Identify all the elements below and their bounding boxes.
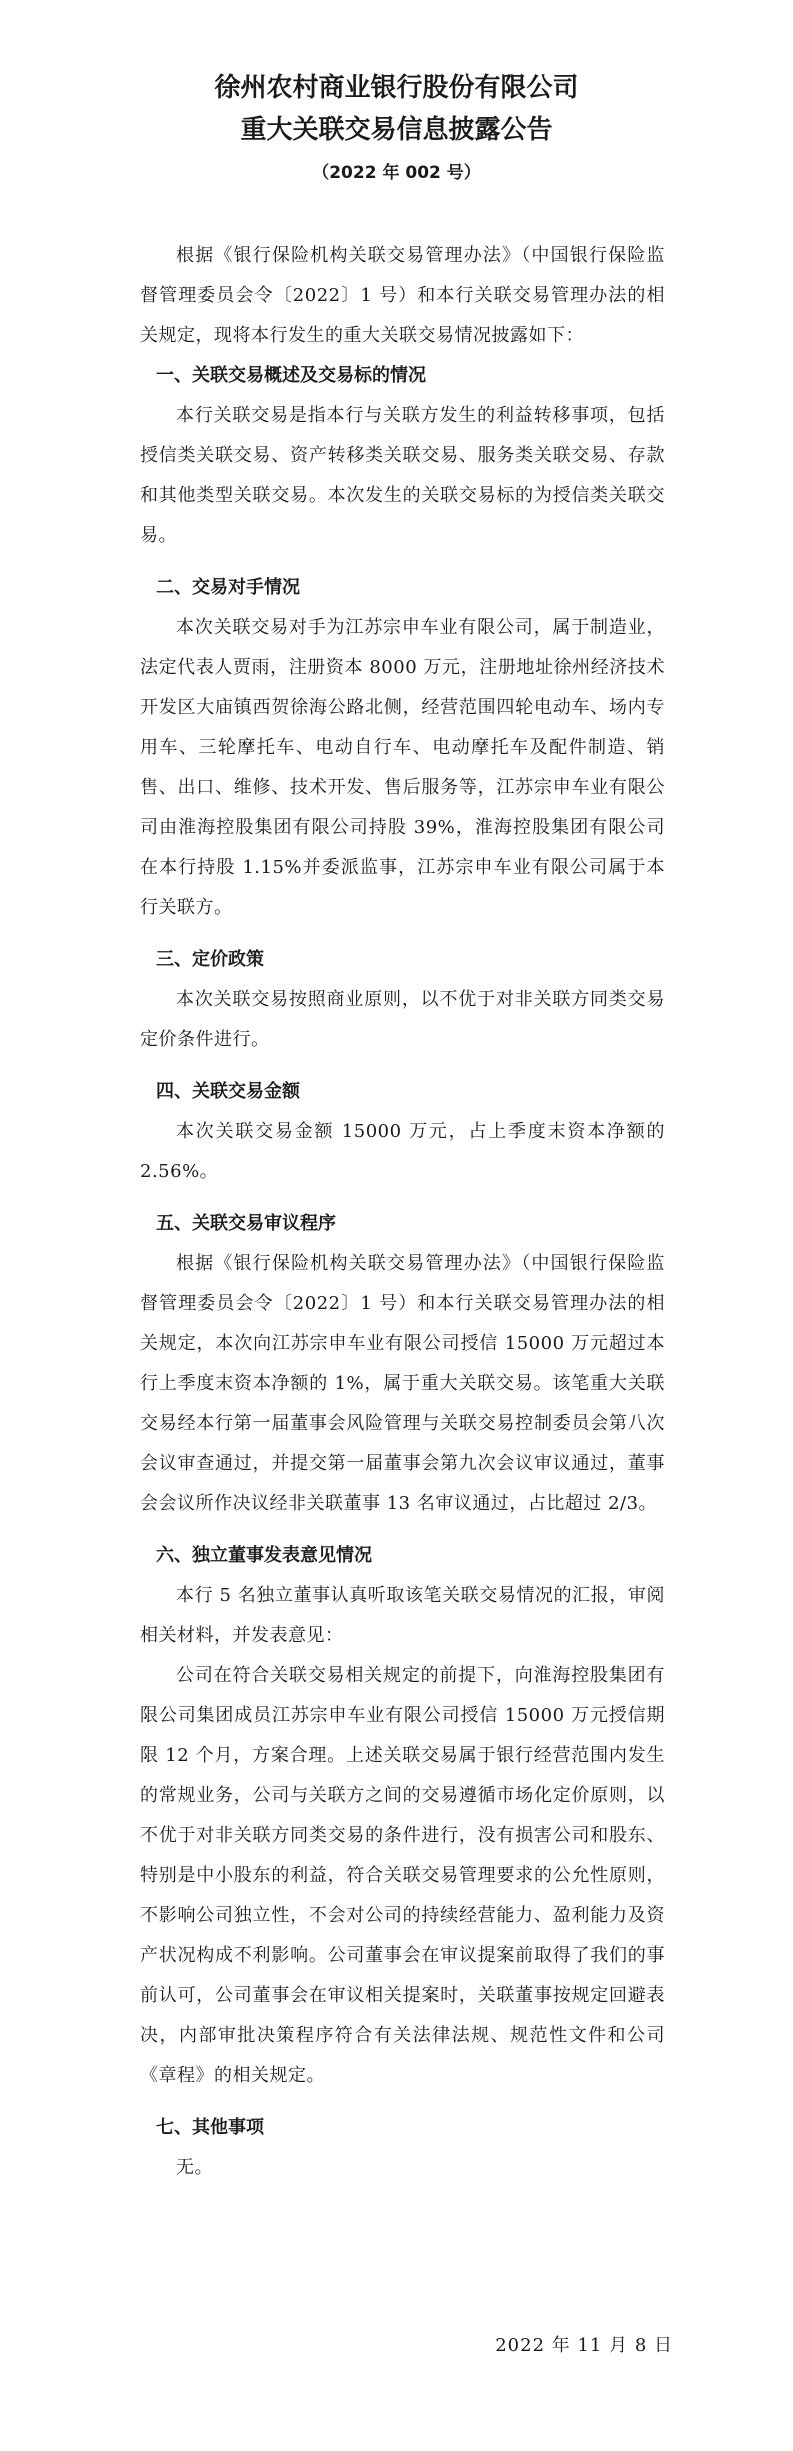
section-5 [140,1204,665,1524]
intro-paragraph: 根据《银行保险机构关联交易管理办法》（中国银行保险监督管理委员会令〔2022〕1 号）和本行关联交易管理办法的相关规定，现将本行发生的重大关联交易情况披露如下： [140,245,665,346]
section-paragraph: 本行关联交易是指本行与关联方发生的利益转移事项，包括授信类关联交易、资产转移类关联交易、服务类关联交易、存款和其他类型关联交易。本次发生的关联交易标的为授信类关联交易。 [140,405,665,546]
section-heading: 六、独立董事发表意见情况 [156,1545,372,1566]
section-heading: 三、定价政策 [156,949,264,970]
title-line-2: 重大关联交易信息披露公告 [240,115,553,145]
section-paragraph: 本次关联交易按照商业原则，以不优于对非关联方同类交易定价条件进行。 [140,989,665,1050]
section-1 [140,356,665,556]
issue-date: 2022 年 11 月 8 日 [495,2335,673,2356]
section-paragraph: 无。 [176,2157,213,2178]
section-heading: 四、关联交易金额 [156,1081,300,1102]
section-2 [140,568,665,928]
section-heading: 一、关联交易概述及交易标的情况 [156,365,426,386]
section-3 [140,940,665,1060]
section-paragraph: 根据《银行保险机构关联交易管理办法》（中国银行保险监督管理委员会令〔2022〕1 号）和本行关联交易管理办法的相关规定，本次向江苏宗申车业有限公司授信 15000 万元超过本行上季度末资本净额的 1%，属于重大关联交易。该笔重大关联交易经本行第一届董事会风险管理与关联交易控制委员会第八次会议审查通过，并提交第一届董事会第九次会议审议通过，董事会会议所作决议经非关联董事 13 名审议通过，占比超过 2/3。 [140,1253,665,1514]
section-paragraph: 本次关联交易金额 15000 万元，占上季度末资本净额的 2.56%。 [140,1121,665,1182]
announcement-body [140,236,665,2188]
title-line-1: 徐州农村商业银行股份有限公司 [214,73,579,103]
section-paragraph: 本行 5 名独立董事认真听取该笔关联交易情况的汇报，审阅相关材料，并发表意见： [140,1585,665,1646]
section-heading: 二、交易对手情况 [156,577,300,598]
section-heading: 五、关联交易审议程序 [156,1213,336,1234]
section-6 [140,1536,665,2096]
section-paragraph: 公司在符合关联交易相关规定的前提下，向淮海控股集团有限公司集团成员江苏宗申车业有限公司授信 15000 万元授信期限 12 个月，方案合理。上述关联交易属于银行经营范围内发生的常规业务，公司与关联方之间的交易遵循市场化定价原则，以不优于对非关联方同类交易的条件进行，没有损害公司和股东、特别是中小股东的利益，符合关联交易管理要求的公允性原则，不影响公司独立性，不会对公司的持续经营能力、盈利能力及资产状况构成不利影响。公司董事会在审议提案前取得了我们的事前认可，公司董事会在审议相关提案时，关联董事按规定回避表决，内部审批决策程序符合有关法律法规、规范性文件和公司《章程》的相关规定。 [140,1665,665,2086]
section-paragraph: 本次关联交易对手为江苏宗申车业有限公司，属于制造业，法定代表人贾雨，注册资本 8000 万元，注册地址徐州经济技术开发区大庙镇西贺徐海公路北侧，经营范围四轮电动车、场内专用车、三轮摩托车、电动自行车、电动摩托车及配件制造、销售、出口、维修、技术开发、售后服务等，江苏宗申车业有限公司由淮海控股集团有限公司持股 39%，淮海控股集团有限公司在本行持股 1.15%并委派监事，江苏宗申车业有限公司属于本行关联方。 [140,617,665,918]
section-heading: 七、其他事项 [156,2117,264,2138]
section-7 [140,2108,665,2188]
section-4 [140,1072,665,1192]
document-number: （2022 年 002 号） [312,163,481,183]
